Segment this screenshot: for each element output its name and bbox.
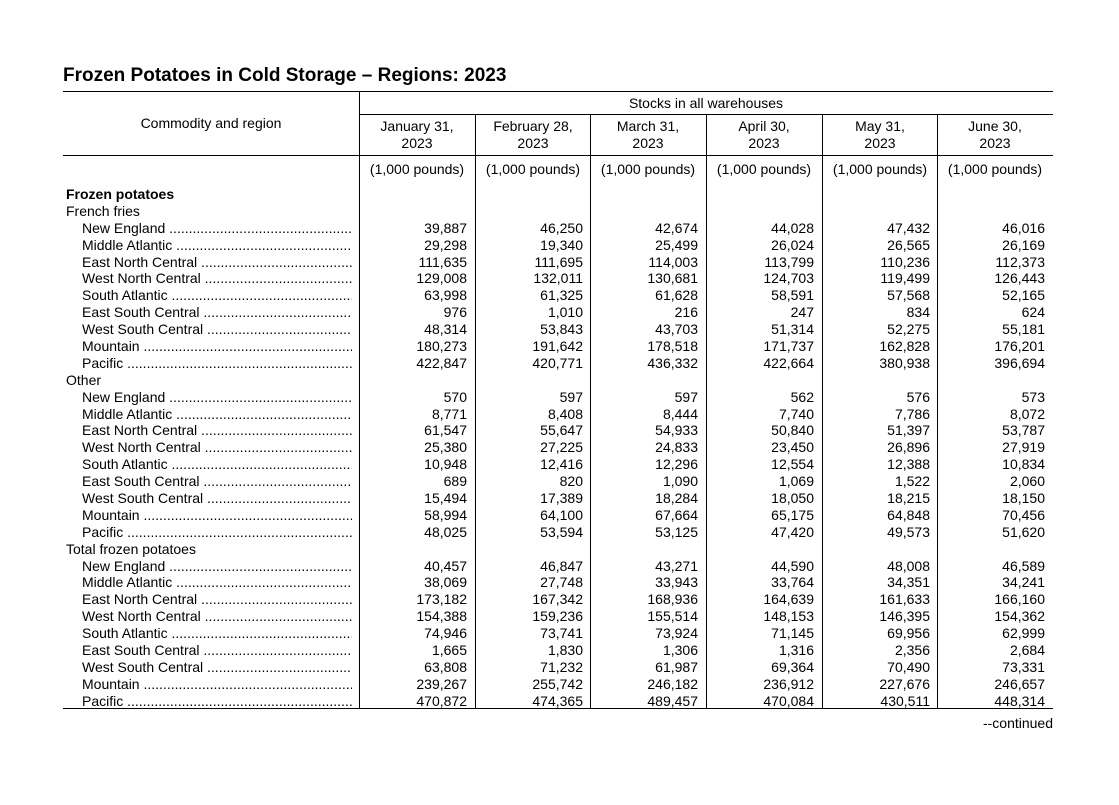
- table-cell: 216: [674, 304, 698, 321]
- table-row: [63, 439, 1053, 456]
- table-cell: 1,090: [662, 473, 698, 490]
- table-cell: 25,380: [424, 439, 467, 456]
- table-row: [63, 456, 1053, 473]
- row-label: [82, 304, 352, 321]
- row-label-text: South Atlantic: [82, 456, 168, 473]
- row-label: [82, 439, 352, 456]
- table-cell: 63,808: [424, 658, 467, 675]
- table-cell: 834: [906, 304, 930, 321]
- header-bottom-rule: [63, 155, 1053, 156]
- table-cell: 119,499: [880, 270, 930, 287]
- row-label: [82, 321, 352, 338]
- row-label-text: East North Central: [82, 422, 198, 439]
- table-cell: 1,665: [431, 642, 467, 659]
- table-cell: 236,912: [763, 675, 814, 692]
- row-label-text: Pacific: [82, 523, 124, 540]
- table-cell: 34,351: [887, 574, 930, 591]
- table-cell: 18,215: [887, 490, 930, 507]
- row-label: [66, 203, 354, 220]
- column-header: [822, 118, 938, 152]
- table-row: [63, 406, 1053, 423]
- page-title: Frozen Potatoes in Cold Storage – Regions: 2023: [63, 65, 507, 86]
- table-cell: 1,306: [662, 642, 698, 659]
- table-row: [63, 574, 1053, 591]
- table-cell: 470,872: [416, 692, 467, 709]
- table-cell: 239,267: [416, 675, 467, 692]
- table-cell: 976: [443, 304, 467, 321]
- table-cell: 38,069: [424, 574, 467, 591]
- column-header-year: 2023: [401, 135, 433, 151]
- row-label-text: South Atlantic: [82, 287, 168, 304]
- table-cell: 46,847: [540, 557, 583, 574]
- table-cell: 15,494: [424, 490, 467, 507]
- column-unit: (1,000 pounds): [832, 161, 928, 177]
- table-row: [63, 625, 1053, 642]
- stub-header: Commodity and region: [140, 115, 282, 131]
- table-cell: 430,511: [880, 692, 930, 709]
- row-label: [82, 355, 352, 372]
- table-cell: 2,060: [1009, 473, 1045, 490]
- table-cell: 436,332: [647, 354, 698, 371]
- table-cell: 61,325: [540, 287, 583, 304]
- table-cell: 58,994: [424, 506, 467, 523]
- table-cell: 48,008: [887, 557, 930, 574]
- table-cell: 70,456: [1002, 506, 1045, 523]
- table-cell: 2,684: [1009, 642, 1045, 659]
- row-label: [82, 507, 352, 524]
- table-row: [63, 254, 1053, 271]
- table-cell: 29,298: [424, 236, 467, 253]
- table-cell: 247: [790, 304, 814, 321]
- column-unit: (1,000 pounds): [369, 161, 465, 177]
- table-cell: 1,316: [778, 642, 814, 659]
- row-label-text: East South Central: [82, 473, 200, 490]
- table-cell: 155,514: [647, 608, 698, 625]
- row-label: [82, 574, 352, 591]
- column-header-date: May 31,: [855, 118, 905, 134]
- table-row: [63, 693, 1053, 710]
- row-label-text: West North Central: [82, 270, 201, 287]
- table-cell: 69,956: [887, 625, 930, 642]
- table-cell: 46,589: [1002, 557, 1045, 574]
- table-cell: 12,296: [655, 456, 698, 473]
- row-label-text: West South Central: [82, 490, 204, 507]
- row-label: [82, 676, 352, 693]
- table-cell: 448,314: [994, 692, 1045, 709]
- table-cell: 111,635: [418, 253, 467, 270]
- row-label: [82, 287, 352, 304]
- table-cell: 624: [1021, 304, 1045, 321]
- table-cell: 110,236: [880, 253, 930, 270]
- table-cell: 8,408: [547, 405, 583, 422]
- table-cell: 570: [443, 388, 467, 405]
- table-row: [63, 524, 1053, 541]
- row-label: [82, 642, 352, 659]
- row-label-text: Pacific: [82, 692, 124, 709]
- table-cell: 55,181: [1002, 321, 1045, 338]
- table-row: [63, 422, 1053, 439]
- column-header-date: April 30,: [738, 118, 790, 134]
- table-cell: 58,591: [771, 287, 814, 304]
- row-label: [82, 625, 352, 642]
- row-label: [82, 490, 352, 507]
- row-label: [82, 220, 352, 237]
- table-cell: 227,676: [879, 675, 930, 692]
- table-row: [63, 608, 1053, 625]
- table-cell: 43,271: [655, 557, 698, 574]
- row-label: [66, 372, 354, 389]
- table-cell: 33,943: [655, 574, 698, 591]
- table-cell: 420,771: [532, 354, 583, 371]
- table-cell: 7,740: [778, 405, 814, 422]
- column-header-date: January 31,: [380, 118, 454, 134]
- table-cell: 146,395: [879, 608, 930, 625]
- group-heading-row: [63, 372, 1053, 389]
- table-cell: 246,657: [994, 675, 1045, 692]
- column-header-year: 2023: [864, 135, 896, 151]
- table-cell: 26,024: [771, 236, 814, 253]
- table-cell: 39,887: [424, 219, 467, 236]
- table-cell: 176,201: [994, 338, 1045, 355]
- table-cell: 167,342: [532, 591, 583, 608]
- column-header-date: June 30,: [968, 118, 1022, 134]
- table-cell: 178,518: [647, 338, 698, 355]
- row-label: [82, 524, 352, 541]
- table-cell: 255,742: [532, 675, 583, 692]
- row-label: [82, 456, 352, 473]
- table-row: [63, 591, 1053, 608]
- table-cell: 148,153: [763, 608, 814, 625]
- table-cell: 51,397: [887, 422, 930, 439]
- table-cell: 23,450: [771, 439, 814, 456]
- table-cell: 48,314: [424, 321, 467, 338]
- row-label-text: East North Central: [82, 253, 198, 270]
- table-cell: 53,594: [540, 523, 583, 540]
- row-label-text: West North Central: [82, 439, 201, 456]
- table-cell: 173,182: [416, 591, 467, 608]
- column-header-date: March 31,: [616, 118, 680, 134]
- table-cell: 24,833: [655, 439, 698, 456]
- table-row: [63, 558, 1053, 575]
- column-header-year: 2023: [632, 135, 664, 151]
- row-label-text: Pacific: [82, 354, 124, 371]
- table-cell: 44,028: [771, 219, 814, 236]
- column-unit: (1,000 pounds): [600, 161, 696, 177]
- table-cell: 162,828: [879, 338, 930, 355]
- row-label-text: South Atlantic: [82, 625, 168, 642]
- table-row: [63, 270, 1053, 287]
- table-cell: 73,741: [540, 625, 583, 642]
- table-cell: 52,275: [887, 321, 930, 338]
- table-cell: 43,703: [655, 321, 698, 338]
- table-cell: 71,232: [540, 658, 583, 675]
- row-label: [82, 237, 352, 254]
- table-row: [63, 287, 1053, 304]
- table-cell: 25,499: [655, 236, 698, 253]
- table-cell: 57,568: [887, 287, 930, 304]
- table-cell: 19,340: [540, 236, 583, 253]
- table-cell: 42,674: [655, 219, 698, 236]
- table-cell: 1,830: [547, 642, 583, 659]
- table-cell: 73,331: [1002, 658, 1045, 675]
- table-cell: 246,182: [647, 675, 698, 692]
- row-label-text: Total frozen potatoes: [66, 540, 196, 557]
- row-label-text: East South Central: [82, 304, 200, 321]
- row-label-text: Middle Atlantic: [82, 574, 173, 591]
- table-cell: 53,787: [1002, 422, 1045, 439]
- table-cell: 64,100: [540, 506, 583, 523]
- row-label: [82, 338, 352, 355]
- table-cell: 55,647: [540, 422, 583, 439]
- column-header: [359, 118, 475, 152]
- table-cell: 17,389: [540, 490, 583, 507]
- column-unit: (1,000 pounds): [716, 161, 812, 177]
- table-cell: 70,490: [887, 658, 930, 675]
- table-cell: 63,998: [424, 287, 467, 304]
- table-cell: 48,025: [424, 523, 467, 540]
- row-label: [82, 608, 352, 625]
- row-label-text: Middle Atlantic: [82, 236, 173, 253]
- row-label-text: West North Central: [82, 608, 201, 625]
- column-header: [590, 118, 706, 152]
- table-cell: 124,703: [763, 270, 814, 287]
- table-cell: 51,620: [1002, 523, 1045, 540]
- row-label-text: West South Central: [82, 321, 204, 338]
- table-cell: 112,373: [995, 253, 1045, 270]
- table-cell: 489,457: [647, 692, 698, 709]
- row-label: [82, 473, 352, 490]
- table-cell: 33,764: [771, 574, 814, 591]
- table-cell: 47,420: [771, 523, 814, 540]
- table-cell: 69,364: [771, 658, 814, 675]
- table-cell: 18,150: [1002, 490, 1045, 507]
- table-cell: 597: [559, 388, 583, 405]
- table-cell: 12,554: [771, 456, 814, 473]
- table-cell: 53,125: [655, 523, 698, 540]
- table-cell: 61,987: [655, 658, 698, 675]
- column-unit: (1,000 pounds): [485, 161, 581, 177]
- table-cell: 191,642: [532, 338, 583, 355]
- table-row: [63, 473, 1053, 490]
- table-cell: 26,169: [1002, 236, 1045, 253]
- table-cell: 1,010: [547, 304, 583, 321]
- column-header: [706, 118, 822, 152]
- table-cell: 18,284: [655, 490, 698, 507]
- table-cell: 129,008: [416, 270, 467, 287]
- table-cell: 474,365: [532, 692, 583, 709]
- table-cell: 111,695: [534, 253, 583, 270]
- row-label: [82, 659, 352, 676]
- table-row: [63, 389, 1053, 406]
- table-cell: 164,639: [763, 591, 814, 608]
- table-cell: 27,225: [540, 439, 583, 456]
- table-cell: 576: [906, 388, 930, 405]
- row-label: [66, 541, 354, 558]
- table-cell: 49,573: [887, 523, 930, 540]
- table-cell: 71,145: [771, 625, 814, 642]
- table-cell: 820: [559, 473, 583, 490]
- table-cell: 44,590: [771, 557, 814, 574]
- table-cell: 61,547: [424, 422, 467, 439]
- table-cell: 113,799: [764, 253, 814, 270]
- table-cell: 27,919: [1002, 439, 1045, 456]
- row-label-text: New England: [82, 557, 166, 574]
- row-label-text: Middle Atlantic: [82, 405, 173, 422]
- stocks-header: Stocks in all warehouses: [628, 95, 784, 111]
- table-cell: 154,388: [416, 608, 467, 625]
- table-cell: 8,771: [431, 405, 467, 422]
- table-cell: 7,786: [894, 405, 930, 422]
- table-cell: 1,522: [894, 473, 930, 490]
- table-row: [63, 507, 1053, 524]
- column-unit: (1,000 pounds): [947, 161, 1043, 177]
- column-header: [937, 118, 1053, 152]
- row-label: [82, 591, 352, 608]
- row-label: [82, 254, 352, 271]
- table-cell: 51,314: [771, 321, 814, 338]
- table-cell: 10,834: [1002, 456, 1045, 473]
- table-cell: 159,236: [532, 608, 583, 625]
- table-cell: 12,388: [887, 456, 930, 473]
- row-label-text: Mountain: [82, 338, 140, 355]
- row-label-text: East South Central: [82, 642, 200, 659]
- header-top-rule: [63, 91, 1053, 92]
- row-label-text: New England: [82, 388, 166, 405]
- table-cell: 2,356: [894, 642, 930, 659]
- table-cell: 18,050: [771, 490, 814, 507]
- table-cell: 62,999: [1002, 625, 1045, 642]
- column-header: [475, 118, 591, 152]
- column-header-date: February 28,: [493, 118, 573, 134]
- section-heading-row: [63, 186, 1053, 203]
- row-label-text: Mountain: [82, 506, 140, 523]
- row-label-text: New England: [82, 219, 166, 236]
- table-row: [63, 659, 1053, 676]
- row-label: [66, 186, 354, 203]
- table-row: [63, 676, 1053, 693]
- row-label-text: Mountain: [82, 675, 140, 692]
- table-cell: 161,633: [879, 591, 930, 608]
- table-cell: 114,003: [648, 253, 698, 270]
- table-row: [63, 220, 1053, 237]
- table-cell: 171,737: [763, 338, 814, 355]
- table-cell: 46,016: [1002, 219, 1045, 236]
- row-label-text: Other: [66, 371, 102, 388]
- row-label: [82, 406, 352, 423]
- table-cell: 64,848: [887, 506, 930, 523]
- table-row: [63, 237, 1053, 254]
- table-row: [63, 321, 1053, 338]
- table-cell: 65,175: [771, 506, 814, 523]
- table-row: [63, 355, 1053, 372]
- row-label: [82, 389, 352, 406]
- table-cell: 1,069: [778, 473, 814, 490]
- table-cell: 27,748: [540, 574, 583, 591]
- row-label-text: Frozen potatoes: [66, 186, 175, 202]
- table-cell: 380,938: [879, 354, 930, 371]
- row-label: [82, 422, 352, 439]
- table-cell: 67,664: [655, 506, 698, 523]
- table-cell: 573: [1021, 388, 1045, 405]
- table-cell: 46,250: [540, 219, 583, 236]
- group-heading-row: [63, 541, 1053, 558]
- table-cell: 10,948: [424, 456, 467, 473]
- table-cell: 12,416: [540, 456, 583, 473]
- table-cell: 597: [674, 388, 698, 405]
- table-cell: 422,847: [416, 354, 467, 371]
- table-cell: 26,565: [887, 236, 930, 253]
- row-label-text: East North Central: [82, 591, 198, 608]
- table-cell: 73,924: [655, 625, 698, 642]
- table-cell: 396,694: [994, 354, 1045, 371]
- table-cell: 74,946: [424, 625, 467, 642]
- row-label-text: French fries: [66, 202, 140, 219]
- table-cell: 470,084: [763, 692, 814, 709]
- table-cell: 26,896: [887, 439, 930, 456]
- column-header-year: 2023: [748, 135, 780, 151]
- row-label-text: West South Central: [82, 658, 204, 675]
- table-cell: 562: [790, 388, 814, 405]
- table-cell: 8,444: [662, 405, 698, 422]
- table-row: [63, 642, 1053, 659]
- table-cell: 8,072: [1009, 405, 1045, 422]
- table-cell: 132,011: [533, 270, 583, 287]
- table-cell: 126,443: [994, 270, 1045, 287]
- table-row: [63, 490, 1053, 507]
- table-cell: 52,165: [1002, 287, 1045, 304]
- table-cell: 689: [443, 473, 467, 490]
- group-heading-row: [63, 203, 1053, 220]
- table-cell: 61,628: [655, 287, 698, 304]
- table-cell: 422,664: [763, 354, 814, 371]
- row-label: [82, 558, 352, 575]
- column-header-year: 2023: [979, 135, 1011, 151]
- table-cell: 180,273: [416, 338, 467, 355]
- table-cell: 47,432: [887, 219, 930, 236]
- table-cell: 168,936: [647, 591, 698, 608]
- table-cell: 53,843: [540, 321, 583, 338]
- table-cell: 154,362: [994, 608, 1045, 625]
- table-cell: 34,241: [1002, 574, 1045, 591]
- row-label: [82, 693, 352, 710]
- table-cell: 54,933: [655, 422, 698, 439]
- table-body: [63, 186, 1053, 710]
- continued-note: --continued: [982, 715, 1053, 731]
- table-cell: 130,681: [647, 270, 698, 287]
- table-cell: 50,840: [771, 422, 814, 439]
- table-row: [63, 304, 1053, 321]
- column-header-year: 2023: [517, 135, 549, 151]
- table-row: [63, 338, 1053, 355]
- table-cell: 40,457: [424, 557, 467, 574]
- row-label: [82, 270, 352, 287]
- table-cell: 166,160: [994, 591, 1045, 608]
